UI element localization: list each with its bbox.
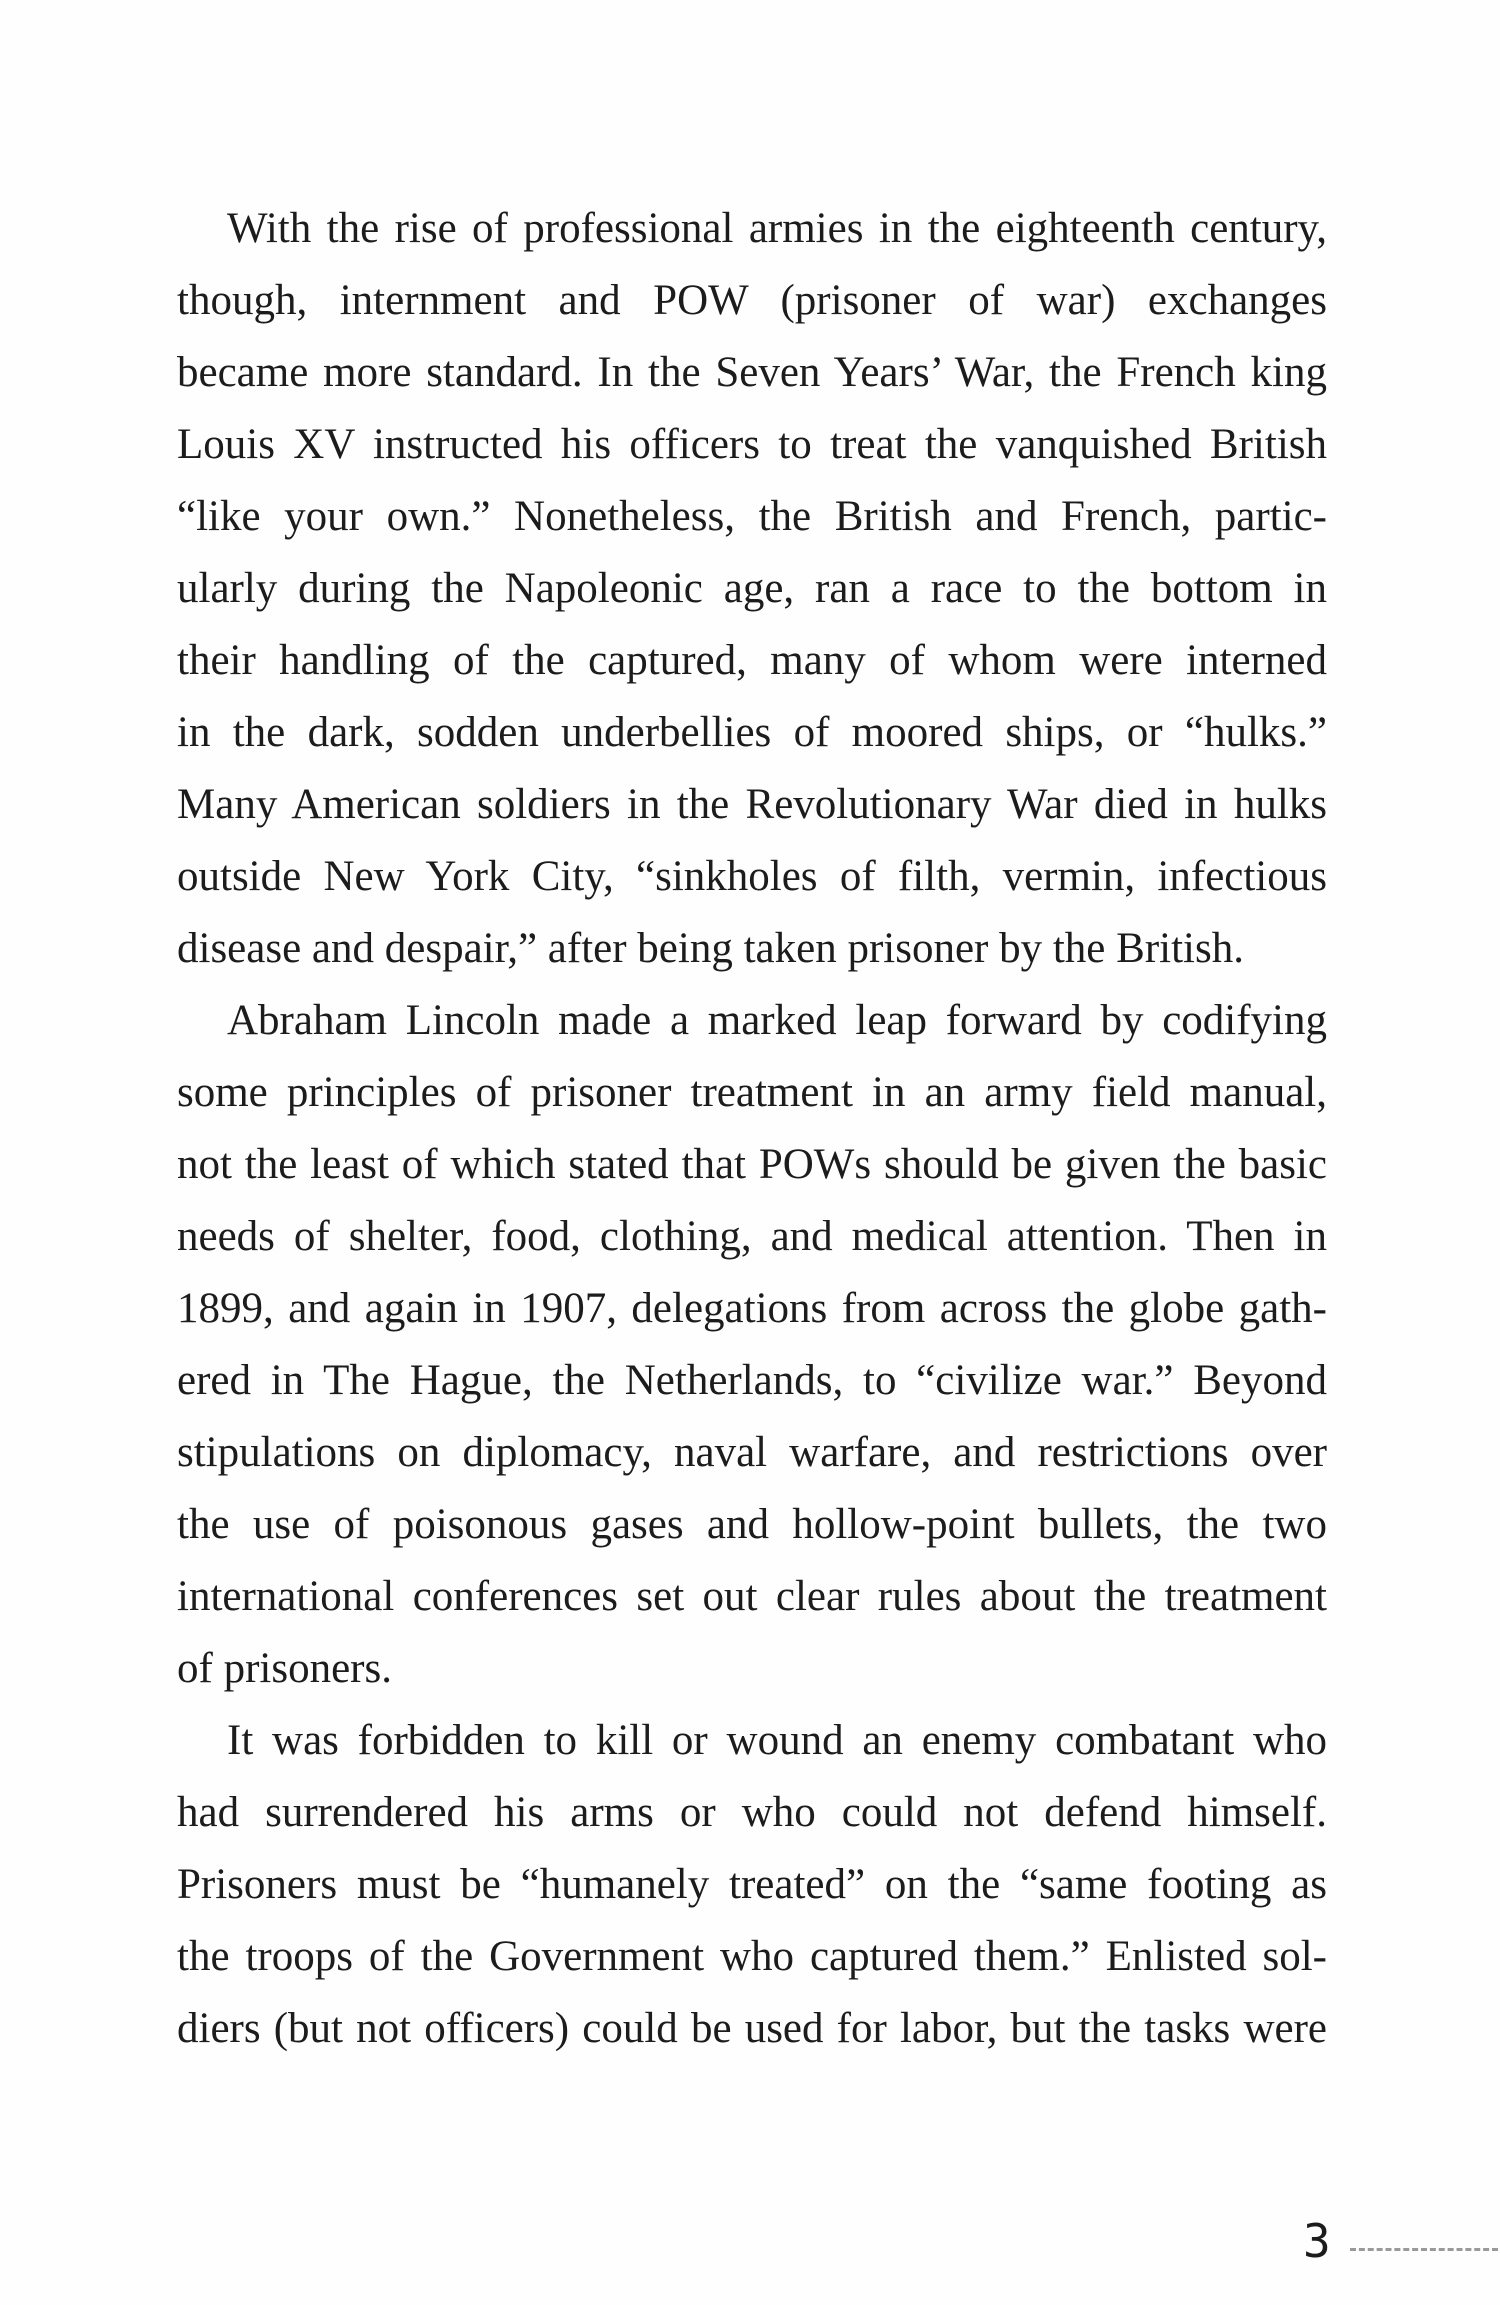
- paragraph-3: [177, 1705, 1327, 2065]
- text-line: ered in The Hague, the Netherlands, to “civilize war.” Beyond: [177, 1357, 1327, 1404]
- text-line: not the least of which stated that POWs should be given the basic: [177, 1141, 1327, 1188]
- text-line: though, internment and POW (prisoner of war) exchanges: [177, 277, 1327, 324]
- text-line: disease and despair,” after being taken prisoner by the British.: [177, 925, 1244, 972]
- text-line: had surrendered his arms or who could not defend himself.: [177, 1789, 1327, 1836]
- text-line: Many American soldiers in the Revolutionary War died in hulks: [177, 781, 1327, 828]
- text-line: diers (but not officers) could be used for labor, but the tasks were: [177, 2005, 1327, 2052]
- paragraph-2: [177, 985, 1327, 1705]
- text-line: “like your own.” Nonetheless, the British and French, partic-: [177, 493, 1327, 540]
- text-line: the troops of the Government who captured them.” Enlisted sol-: [177, 1933, 1327, 1980]
- text-line: some principles of prisoner treatment in an army field manual,: [177, 1069, 1327, 1116]
- text-line: outside New York City, “sinkholes of filth, vermin, infectious: [177, 853, 1327, 900]
- page-number: 3: [1303, 2214, 1331, 2268]
- text-line: stipulations on diplomacy, naval warfare, and restrictions over: [177, 1429, 1327, 1476]
- page-number-rule: [1350, 2248, 1498, 2251]
- text-line: Louis XV instructed his officers to treat the vanquished British: [177, 421, 1327, 468]
- text-line: became more standard. In the Seven Years’ War, the French king: [177, 349, 1327, 396]
- text-line: international conferences set out clear rules about the treatment: [177, 1573, 1327, 1620]
- body-text: [177, 193, 1327, 2065]
- text-line: needs of shelter, food, clothing, and medical attention. Then in: [177, 1213, 1327, 1260]
- text-line: Prisoners must be “humanely treated” on the “same footing as: [177, 1861, 1327, 1908]
- text-line: of prisoners.: [177, 1645, 392, 1692]
- text-line: ularly during the Napoleonic age, ran a race to the bottom in: [177, 565, 1327, 612]
- text-line: the use of poisonous gases and hollow-point bullets, the two: [177, 1501, 1327, 1548]
- text-line: in the dark, sodden underbellies of moored ships, or “hulks.”: [177, 709, 1327, 756]
- text-line: 1899, and again in 1907, delegations from across the globe gath-: [177, 1285, 1327, 1332]
- text-line: Abraham Lincoln made a marked leap forward by codifying: [227, 997, 1327, 1044]
- paragraph-1: [177, 193, 1327, 985]
- text-line: With the rise of professional armies in the eighteenth century,: [227, 205, 1327, 252]
- text-line: It was forbidden to kill or wound an enemy combatant who: [227, 1717, 1327, 1764]
- text-line: their handling of the captured, many of whom were interned: [177, 637, 1327, 684]
